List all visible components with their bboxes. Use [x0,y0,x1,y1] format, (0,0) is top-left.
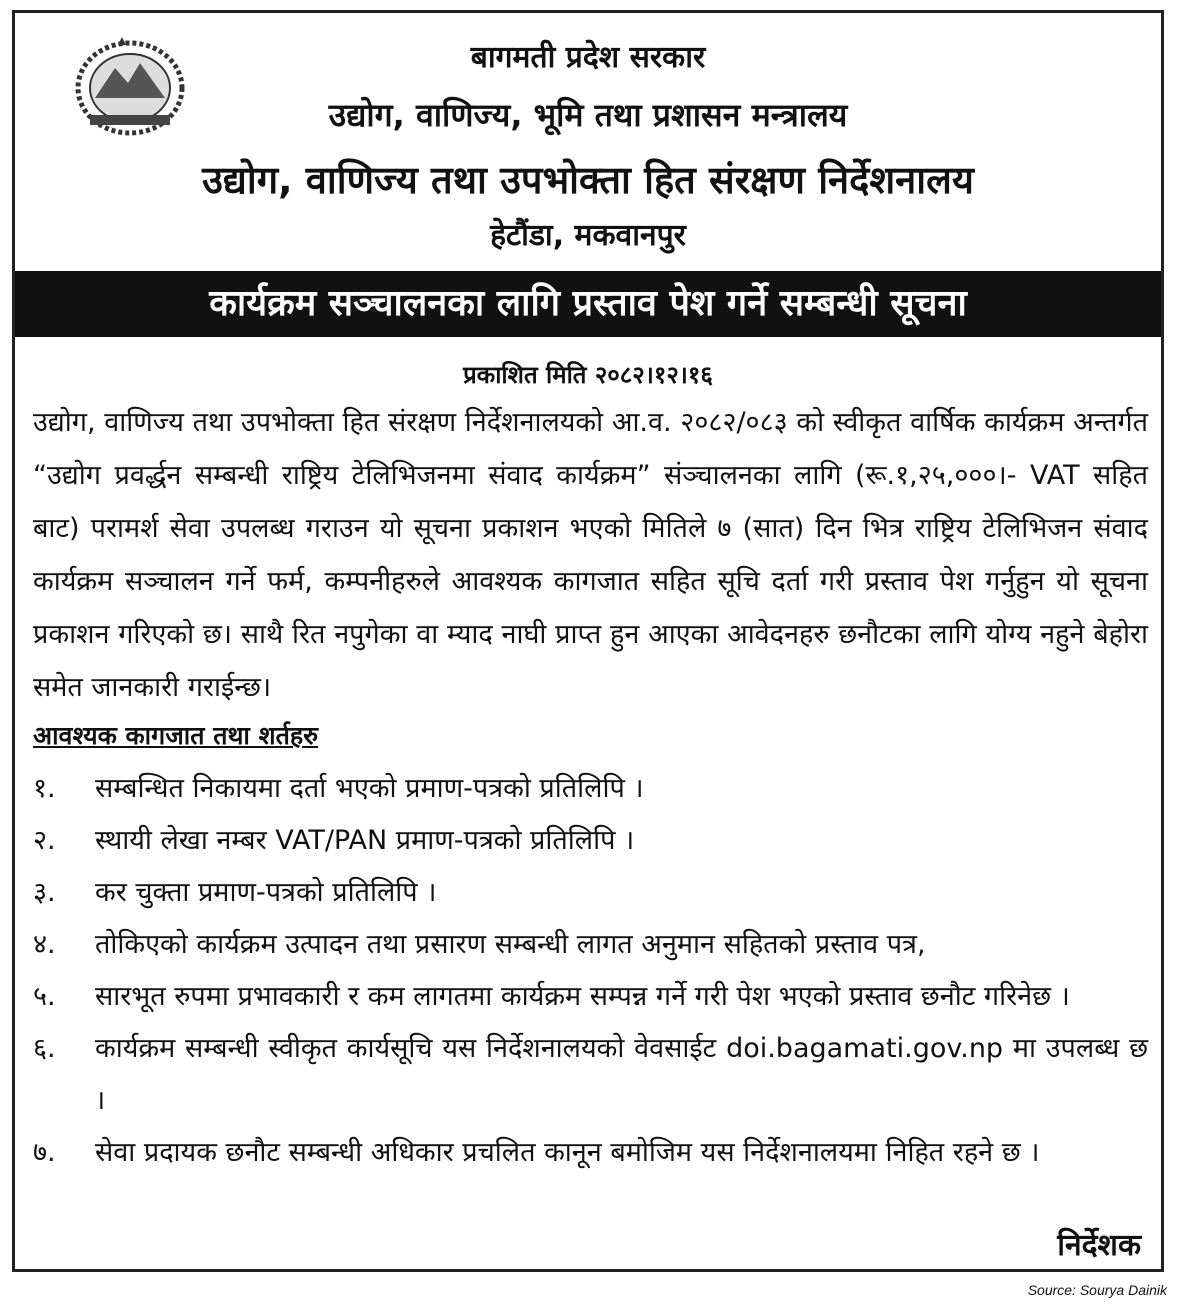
list-item [33,919,1148,971]
item-number: ६. [33,1033,56,1064]
item-text: स्थायी लेखा नम्बर VAT/PAN प्रमाण-पत्रको प्रतिलिपि । [95,825,635,856]
item-number: ७. [33,1137,56,1168]
item-number: ५. [33,981,56,1012]
list-item [33,1127,1148,1179]
notice-header [15,13,1161,271]
list-item [33,763,1148,815]
published-date: प्रकाशित मिति २०८२।१२।१६ [463,361,713,389]
notice-body: उद्योग, वाणिज्य तथा उपभोक्ता हित संरक्षण निर्देशनालयको आ.व. २०८२/०८३ को स्वीकृत वार्षिक कार्यक्रम अन्तर्गत “उद्योग प्रवर्द्धन सम्बन्धी राष्ट्रिय टेलिभिजनमा संवाद कार्यक्रम” संञ्चालनका लागि (रू.१,२५,०००।- VAT सहित बाट) परामर्श सेवा उपलब्ध गराउन यो सूचना प्रकाशन भएको मितिले ७ (सात) दिन भित्र राष्ट्रिय टेलिभिजन संवाद कार्यक्रम सञ्चालन गर्ने फर्म, कम्पनीहरुले आवश्यक कागजात सहित सूचि दर्ता गरी प्रस्ताव पेश गर्नुहुन यो सूचना प्रकाशन गरिएको छ। साथै रित नपुगेका वा म्याद नाघी प्राप्त हुन आएका आवेदनहरु छनौटका लागि योग्य नहुने बेहोरा समेत जानकारी गराईन्छ। [33,407,1148,703]
item-number: ३. [33,877,56,908]
item-number: ४. [33,929,56,960]
list-item [33,1023,1148,1127]
province-government: बागमती प्रदेश सरकार [470,40,706,75]
item-text: सम्बन्धित निकायमा दर्ता भएको प्रमाण-पत्रको प्रतिलिपि । [95,773,644,804]
list-item [33,867,1148,919]
item-number: १. [33,773,56,804]
item-text: तोकिएको कार्यक्रम उत्पादन तथा प्रसारण सम्बन्धी लागत अनुमान सहितको प्रस्ताव पत्र, [95,929,926,960]
list-item [33,971,1148,1023]
item-text: सेवा प्रदायक छनौट सम्बन्धी अधिकार प्रचलित कानून बमोजिम यस निर्देशनालयमा निहित रहने छ । [95,1137,1040,1168]
office-location: हेटौंडा, मकवानपुर [490,218,686,253]
ministry-name: उद्योग, वाणिज्य, भूमि तथा प्रशासन मन्त्रालय [328,96,848,134]
notice-frame [12,10,1164,1272]
item-number: २. [33,825,56,856]
item-text: कर चुक्ता प्रमाण-पत्रको प्रतिलिपि । [95,877,437,908]
source-credit: Source: Sourya Dainik [1027,1282,1167,1298]
requirements-heading: आवश्यक कागजात तथा शर्तहरु [33,721,319,750]
signatory-title: निर्देशक [1057,1228,1141,1263]
list-item [33,815,1148,867]
item-text: सारभूत रुपमा प्रभावकारी र कम लागतमा कार्यक्रम सम्पन्न गर्ने गरी पेश भएको प्रस्ताव छनौट गरिनेछ । [95,981,1070,1012]
directorate-name: उद्योग, वाणिज्य तथा उपभोक्ता हित संरक्षण निर्देशनालय [202,158,974,202]
requirements-list [33,763,1148,1179]
notice-title: कार्यक्रम सञ्चालनका लागि प्रस्ताव पेश गर्ने सम्बन्धी सूचना [15,271,1161,337]
item-text: कार्यक्रम सम्बन्धी स्वीकृत कार्यसूचि यस निर्देशनालयको वेवसाईट doi.bagamati.gov.np मा उपलब्ध छ । [95,1033,1148,1116]
